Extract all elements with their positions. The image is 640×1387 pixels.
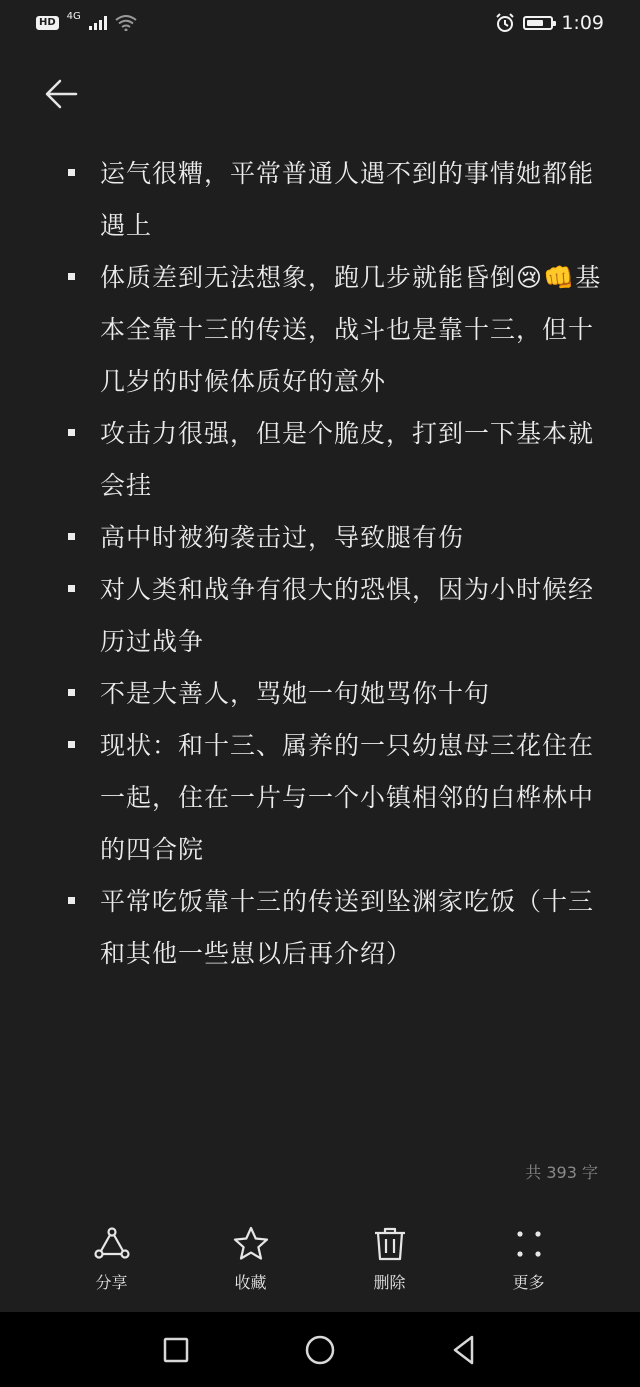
bottom-toolbar <box>0 1224 640 1304</box>
list-item-text: 平常吃饭靠十三的传送到坠渊家吃饭（十三和其他一些崽以后再介绍） <box>100 887 595 968</box>
more-dots-icon <box>509 1224 549 1264</box>
square-icon[interactable] <box>159 1333 193 1367</box>
arrow-left-icon[interactable] <box>40 74 86 114</box>
battery-icon <box>523 16 553 30</box>
circle-icon[interactable] <box>303 1333 337 1367</box>
word-count: 共 393 字 <box>525 1163 598 1182</box>
share-icon <box>92 1224 132 1264</box>
list-item <box>64 252 604 408</box>
delete-button[interactable] <box>335 1224 445 1304</box>
list-item-text: 运气很糟，平常普通人遇不到的事情她都能遇上 <box>100 159 595 240</box>
bullet-dot <box>68 689 75 696</box>
signal-icon <box>89 16 107 30</box>
status-bar-right <box>495 12 604 34</box>
list-item-text: 现状：和十三、属养的一只幼崽母三花住在一起，住在一片与一个小镇相邻的白桦林中的四合院 <box>100 731 595 864</box>
favorite-button[interactable] <box>196 1224 306 1304</box>
triangle-back-icon[interactable] <box>447 1333 481 1367</box>
delete-label: 删除 <box>373 1273 406 1292</box>
list-item <box>64 876 604 980</box>
star-icon <box>231 1224 271 1264</box>
clock: 1:09 <box>561 12 604 34</box>
list-item <box>64 564 604 668</box>
more-button[interactable] <box>474 1224 584 1304</box>
list-item <box>64 512 604 564</box>
favorite-label: 收藏 <box>234 1273 267 1292</box>
status-bar-left <box>36 10 137 31</box>
bullet-dot <box>68 897 75 904</box>
list-item <box>64 668 604 720</box>
bullet-dot <box>68 273 75 280</box>
bullet-dot <box>68 585 75 592</box>
system-nav-bar <box>0 1312 640 1387</box>
alarm-icon <box>495 13 515 33</box>
wifi-icon <box>115 15 137 31</box>
hd-badge: HD <box>36 16 59 30</box>
list-item <box>64 408 604 512</box>
list-item <box>64 720 604 876</box>
network-type: 4G <box>66 10 81 22</box>
share-button[interactable] <box>57 1224 167 1304</box>
battery-fill <box>527 20 542 26</box>
note-content[interactable] <box>64 148 604 980</box>
list-item-text: 对人类和战争有很大的恐惧，因为小时候经历过战争 <box>100 575 595 656</box>
bullet-list <box>64 148 604 980</box>
list-item-text: 不是大善人，骂她一句她骂你十句 <box>100 679 491 708</box>
status-bar <box>0 0 640 46</box>
list-item-text: 攻击力很强，但是个脆皮，打到一下基本就会挂 <box>100 419 595 500</box>
list-item <box>64 148 604 252</box>
bullet-dot <box>68 533 75 540</box>
more-label: 更多 <box>512 1273 545 1292</box>
bullet-dot <box>68 169 75 176</box>
bullet-dot <box>68 741 75 748</box>
list-item-text: 体质差到无法想象，跑几步就能昏倒😢👊基本全靠十三的传送，战斗也是靠十三，但十几岁的时候体质好的意外 <box>100 263 602 396</box>
bullet-dot <box>68 429 75 436</box>
share-label: 分享 <box>95 1273 128 1292</box>
trash-icon <box>370 1224 410 1264</box>
list-item-text: 高中时被狗袭击过，导致腿有伤 <box>100 523 465 552</box>
